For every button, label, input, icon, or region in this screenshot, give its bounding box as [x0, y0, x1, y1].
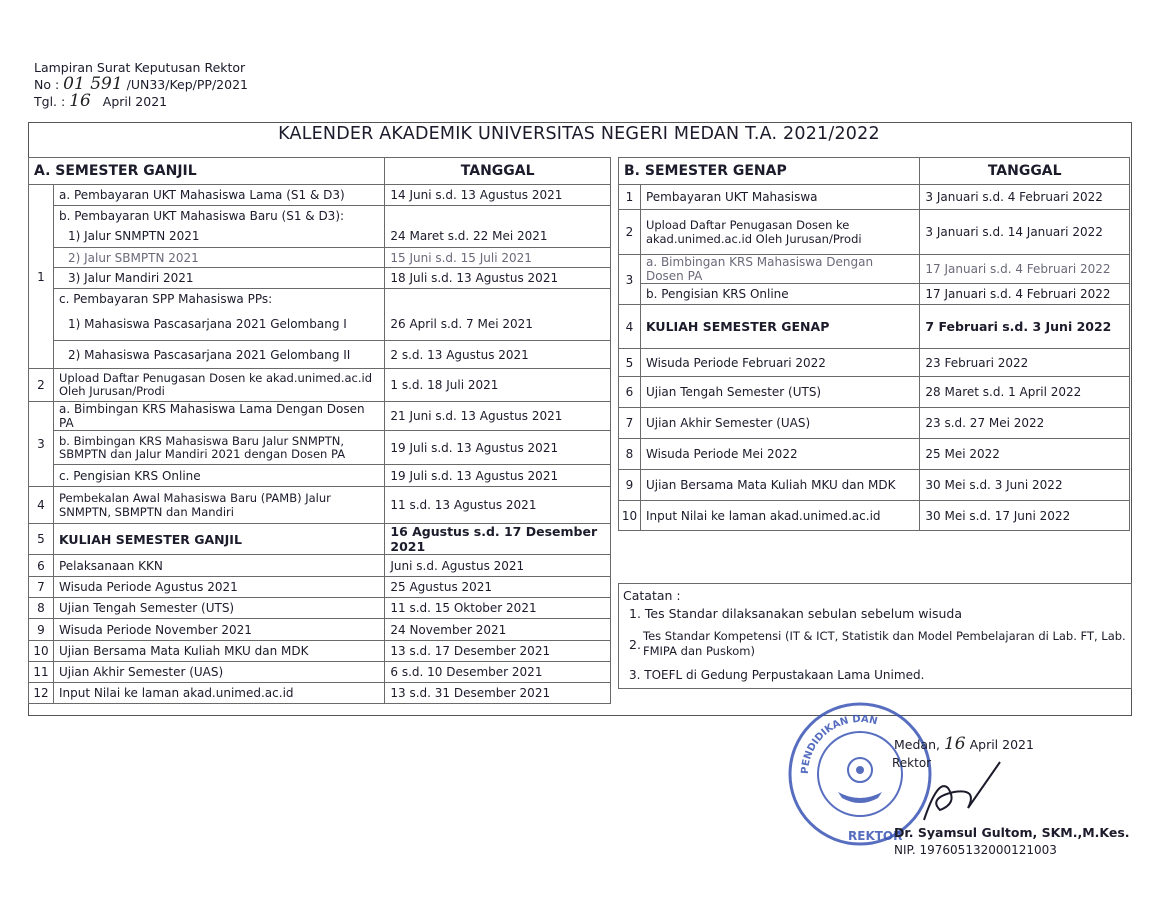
- date-cell: 17 Januari s.d. 4 Februari 2022: [920, 255, 1130, 284]
- activity-cell: Pelaksanaan KKN: [53, 555, 384, 577]
- date-cell: 7 Februari s.d. 3 Juni 2022: [920, 305, 1130, 349]
- semester-ganjil-heading: A. SEMESTER GANJIL: [29, 158, 385, 185]
- handwritten-signature: [918, 758, 1028, 828]
- date-cell: 3 Januari s.d. 4 Februari 2022: [920, 185, 1130, 210]
- row-number: 5: [619, 349, 641, 377]
- activity-cell: Ujian Bersama Mata Kuliah MKU dan MDK: [53, 641, 384, 662]
- activity-cell: Pembayaran UKT Mahasiswa: [640, 185, 919, 210]
- row-number: 8: [619, 439, 641, 470]
- signature-place-date: [894, 734, 1034, 754]
- activity-cell: Ujian Akhir Semester (UAS): [640, 408, 919, 439]
- activity-cell: KULIAH SEMESTER GANJIL: [53, 524, 384, 555]
- date-cell: 13 s.d. 31 Desember 2021: [385, 683, 611, 704]
- activity-cell: c. Pengisian KRS Online: [53, 465, 384, 487]
- semester-genap-heading: B. SEMESTER GENAP: [619, 158, 920, 185]
- activity-cell: a. Pembayaran UKT Mahasiswa Lama (S1 & D3): [53, 185, 384, 206]
- date-cell: 16 Agustus s.d. 17 Desember 2021: [385, 524, 611, 555]
- activity-cell: Input Nilai ke laman akad.unimed.ac.id: [640, 501, 919, 531]
- stamp-emblem: [838, 758, 882, 803]
- semester-genap-table: [618, 157, 1130, 531]
- row-number: 5: [29, 524, 54, 555]
- signature-place: Medan,: [894, 737, 940, 752]
- activity-cell: a. Bimbingan KRS Mahasiswa Lama Dengan Dosen PA: [53, 402, 384, 431]
- activity-cell: Ujian Akhir Semester (UAS): [53, 662, 384, 683]
- date-cell: 11 s.d. 13 Agustus 2021: [385, 487, 611, 524]
- date-column-heading: TANGGAL: [385, 158, 611, 185]
- activity-cell: Wisuda Periode Agustus 2021: [53, 577, 384, 598]
- date-cell: 19 Juli s.d. 13 Agustus 2021: [385, 465, 611, 487]
- date-cell: 2 s.d. 13 Agustus 2021: [385, 341, 611, 369]
- activity-cell: b. Pembayaran UKT Mahasiswa Baru (S1 & D3):: [53, 206, 384, 226]
- number-suffix: /UN33/Kep/PP/2021: [126, 77, 248, 92]
- date-cell: 3 Januari s.d. 14 Januari 2022: [920, 210, 1130, 255]
- date-suffix: April 2021: [102, 94, 168, 109]
- row-number: 7: [29, 577, 54, 598]
- row-number: 10: [619, 501, 641, 531]
- row-number: 3: [619, 255, 641, 305]
- date-cell: Juni s.d. Agustus 2021: [385, 555, 611, 577]
- row-number: 9: [29, 619, 54, 641]
- handwritten-day: 16: [69, 91, 91, 111]
- date-cell: 18 Juli s.d. 13 Agustus 2021: [385, 268, 611, 289]
- row-number: 6: [619, 377, 641, 408]
- rector-name: Dr. Syamsul Gultom, SKM.,M.Kes.: [894, 825, 1130, 840]
- svg-text:PENDIDIKAN DAN: PENDIDIKAN DAN: [799, 713, 879, 775]
- row-number: 4: [29, 487, 54, 524]
- date-cell: 25 Agustus 2021: [385, 577, 611, 598]
- activity-cell: 2) Jalur SBMPTN 2021: [53, 248, 384, 268]
- letter-reference-title: Lampiran Surat Keputusan Rektor: [34, 60, 246, 75]
- activity-cell: Ujian Bersama Mata Kuliah MKU dan MDK: [640, 470, 919, 501]
- date-cell: 23 s.d. 27 Mei 2022: [920, 408, 1130, 439]
- activity-cell: KULIAH SEMESTER GENAP: [640, 305, 919, 349]
- date-cell: 1 s.d. 18 Juli 2021: [385, 369, 611, 402]
- activity-cell: b. Pengisian KRS Online: [640, 284, 919, 305]
- row-number: 2: [619, 210, 641, 255]
- row-number: 10: [29, 641, 54, 662]
- date-cell: 6 s.d. 10 Desember 2021: [385, 662, 611, 683]
- semester-ganjil-table: [28, 157, 611, 704]
- date-cell: 25 Mei 2022: [920, 439, 1130, 470]
- svg-text:REKTOR: REKTOR: [848, 829, 903, 843]
- date-cell: 21 Juni s.d. 13 Agustus 2021: [385, 402, 611, 431]
- activity-cell: Input Nilai ke laman akad.unimed.ac.id: [53, 683, 384, 704]
- page-title: KALENDER AKADEMIK UNIVERSITAS NEGERI MEDAN T.A. 2021/2022: [278, 124, 880, 144]
- row-number: 12: [29, 683, 54, 704]
- row-number: 3: [29, 402, 54, 487]
- activity-cell: Upload Daftar Penugasan Dosen ke akad.unimed.ac.id Oleh Jurusan/Prodi: [640, 210, 919, 255]
- date-cell: 24 November 2021: [385, 619, 611, 641]
- activity-cell: a. Bimbingan KRS Mahasiswa Dengan Dosen PA: [640, 255, 919, 284]
- date-cell: 15 Juni s.d. 15 Juli 2021: [385, 248, 611, 268]
- date-cell: 17 Januari s.d. 4 Februari 2022: [920, 284, 1130, 305]
- date-column-heading: TANGGAL: [920, 158, 1130, 185]
- date-cell: 13 s.d. 17 Desember 2021: [385, 641, 611, 662]
- note-item: 1. Tes Standar dilaksanakan sebulan sebelum wisuda: [629, 606, 963, 621]
- activity-cell: Upload Daftar Penugasan Dosen ke akad.unimed.ac.id Oleh Jurusan/Prodi: [53, 369, 384, 402]
- date-cell: 30 Mei s.d. 17 Juni 2022: [920, 501, 1130, 531]
- date-cell: 24 Maret s.d. 22 Mei 2021: [385, 226, 611, 248]
- row-number: 8: [29, 598, 54, 619]
- activity-cell: Pembekalan Awal Mahasiswa Baru (PAMB) Jalur SNMPTN, SBMPTN dan Mandiri: [53, 487, 384, 524]
- row-number: 4: [619, 305, 641, 349]
- date-cell: 28 Maret s.d. 1 April 2022: [920, 377, 1130, 408]
- signature-handwritten-day: 16: [943, 734, 966, 754]
- date-cell: 30 Mei s.d. 3 Juni 2022: [920, 470, 1130, 501]
- signature-date: April 2021: [969, 737, 1034, 752]
- row-number: 2: [29, 369, 54, 402]
- activity-cell: Wisuda Periode Mei 2022: [640, 439, 919, 470]
- activity-cell: Wisuda Periode Februari 2022: [640, 349, 919, 377]
- activity-cell: b. Bimbingan KRS Mahasiswa Baru Jalur SNMPTN, SBMPTN dan Jalur Mandiri 2021 dengan Dosen PA: [53, 431, 384, 465]
- activity-cell: Ujian Tengah Semester (UTS): [640, 377, 919, 408]
- note-item: Tes Standar Kompetensi (IT & ICT, Statistik dan Model Pembelajaran di Lab. FT, Lab. FMIPA dan Puskom): [643, 629, 1126, 658]
- activity-cell: Wisuda Periode November 2021: [53, 619, 384, 641]
- date-label: Tgl.: [34, 94, 58, 109]
- date-cell: 19 Juli s.d. 13 Agustus 2021: [385, 431, 611, 465]
- rector-nip: NIP. 197605132000121003: [894, 843, 1057, 857]
- row-number: 11: [29, 662, 54, 683]
- notes-caption: Catatan :: [623, 588, 681, 603]
- notes-box: [618, 583, 1132, 689]
- row-number: 9: [619, 470, 641, 501]
- activity-cell: 2) Mahasiswa Pascasarjana 2021 Gelombang II: [53, 341, 384, 369]
- note-item: 3. TOEFL di Gedung Perpustakaan Lama Unimed.: [629, 668, 925, 682]
- number-label: No: [34, 77, 51, 92]
- row-number: 1: [619, 185, 641, 210]
- date-cell: 11 s.d. 15 Oktober 2021: [385, 598, 611, 619]
- row-number: 7: [619, 408, 641, 439]
- date-cell: 26 April s.d. 7 Mei 2021: [385, 309, 611, 341]
- row-number: 6: [29, 555, 54, 577]
- date-cell: 14 Juni s.d. 13 Agustus 2021: [385, 185, 611, 206]
- activity-cell: c. Pembayaran SPP Mahasiswa PPs:: [53, 289, 384, 309]
- activity-cell: 1) Jalur SNMPTN 2021: [53, 226, 384, 248]
- date-cell: 23 Februari 2022: [920, 349, 1130, 377]
- activity-cell: 3) Jalur Mandiri 2021: [53, 268, 384, 289]
- signature-role: Rektor: [892, 756, 932, 770]
- activity-cell: Ujian Tengah Semester (UTS): [53, 598, 384, 619]
- activity-cell: 1) Mahasiswa Pascasarjana 2021 Gelombang I: [53, 309, 384, 341]
- note-number: 2.: [629, 637, 641, 652]
- letter-reference: Lampiran Surat Keputusan Rektor No : 01 591 /UN33/Kep/PP/2021 Tgl. : 16 April 2021: [34, 60, 248, 111]
- row-number: 1: [29, 185, 54, 369]
- handwritten-number: 01 591: [63, 74, 123, 94]
